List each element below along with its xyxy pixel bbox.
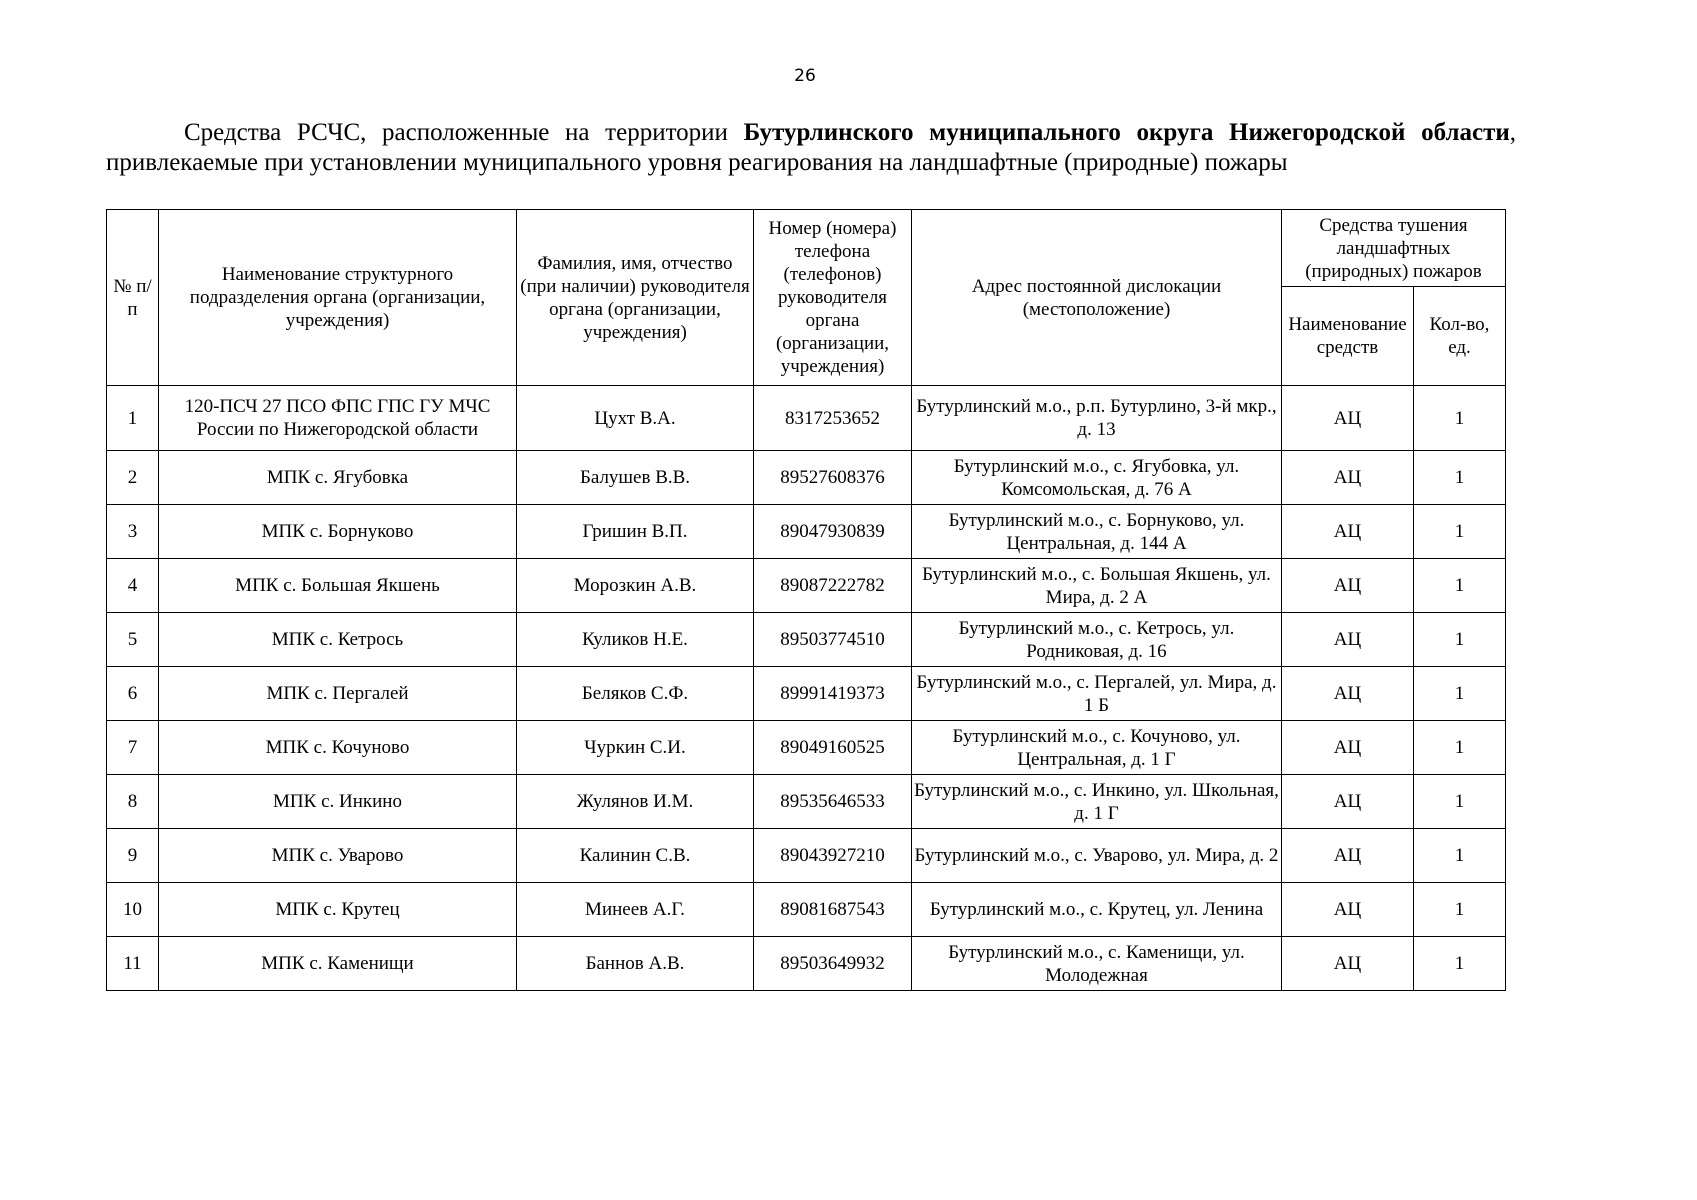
- cell-qty: 1: [1414, 721, 1506, 775]
- cell-head: Цухт В.А.: [517, 386, 754, 451]
- cell-qty: 1: [1414, 937, 1506, 991]
- cell-phone: 89081687543: [754, 883, 912, 937]
- cell-num: 7: [107, 721, 159, 775]
- table-body: [107, 386, 1506, 991]
- cell-unit: МПК с. Каменищи: [159, 937, 517, 991]
- table-row: [107, 613, 1506, 667]
- cell-num: 9: [107, 829, 159, 883]
- cell-means: АЦ: [1282, 775, 1414, 829]
- cell-unit: МПК с. Инкино: [159, 775, 517, 829]
- table-row: [107, 667, 1506, 721]
- heading-bold-part: Бутурлинского муниципального округа Нижегородской области: [743, 119, 1510, 146]
- cell-num: 3: [107, 505, 159, 559]
- cell-address: Бутурлинский м.о., с. Уварово, ул. Мира, д. 2: [912, 829, 1282, 883]
- header-address: Адрес постоянной дислокации (местоположение): [912, 210, 1282, 386]
- cell-qty: 1: [1414, 505, 1506, 559]
- cell-phone: 8317253652: [754, 386, 912, 451]
- cell-means: АЦ: [1282, 721, 1414, 775]
- cell-unit: МПК с. Крутец: [159, 883, 517, 937]
- header-means-name: Наименование средств: [1282, 287, 1414, 386]
- cell-means: АЦ: [1282, 613, 1414, 667]
- table-row: [107, 505, 1506, 559]
- cell-means: АЦ: [1282, 937, 1414, 991]
- cell-means: АЦ: [1282, 451, 1414, 505]
- document-heading: [106, 118, 1516, 178]
- cell-phone: 89503649932: [754, 937, 912, 991]
- cell-address: Бутурлинский м.о., с. Ягубовка, ул. Комсомольская, д. 76 А: [912, 451, 1282, 505]
- cell-unit: МПК с. Большая Якшень: [159, 559, 517, 613]
- cell-num: 11: [107, 937, 159, 991]
- table-row: [107, 829, 1506, 883]
- cell-address: Бутурлинский м.о., с. Каменищи, ул. Молодежная: [912, 937, 1282, 991]
- cell-phone: 89049160525: [754, 721, 912, 775]
- header-means-qty: Кол-во, ед.: [1414, 287, 1506, 386]
- cell-qty: 1: [1414, 829, 1506, 883]
- cell-means: АЦ: [1282, 505, 1414, 559]
- cell-qty: 1: [1414, 667, 1506, 721]
- cell-qty: 1: [1414, 559, 1506, 613]
- cell-num: 8: [107, 775, 159, 829]
- cell-phone: 89527608376: [754, 451, 912, 505]
- table-row: [107, 775, 1506, 829]
- cell-head: Морозкин А.В.: [517, 559, 754, 613]
- cell-qty: 1: [1414, 451, 1506, 505]
- cell-unit: МПК с. Кетрось: [159, 613, 517, 667]
- header-phone: Номер (номера) телефона (телефонов) руководителя органа (организации, учреждения): [754, 210, 912, 386]
- cell-unit: МПК с. Кочуново: [159, 721, 517, 775]
- cell-qty: 1: [1414, 613, 1506, 667]
- cell-qty: 1: [1414, 775, 1506, 829]
- cell-address: Бутурлинский м.о., р.п. Бутурлино, 3-й мкр., д. 13: [912, 386, 1282, 451]
- cell-unit: 120-ПСЧ 27 ПСО ФПС ГПС ГУ МЧС России по Нижегородской области: [159, 386, 517, 451]
- cell-qty: 1: [1414, 883, 1506, 937]
- cell-head: Минеев А.Г.: [517, 883, 754, 937]
- table-row: [107, 937, 1506, 991]
- table-row: [107, 883, 1506, 937]
- cell-unit: МПК с. Борнуково: [159, 505, 517, 559]
- cell-head: Калинин С.В.: [517, 829, 754, 883]
- cell-unit: МПК с. Пергалей: [159, 667, 517, 721]
- table-row: [107, 386, 1506, 451]
- table-row: [107, 451, 1506, 505]
- cell-means: АЦ: [1282, 829, 1414, 883]
- cell-head: Баннов А.В.: [517, 937, 754, 991]
- cell-means: АЦ: [1282, 386, 1414, 451]
- cell-unit: МПК с. Ягубовка: [159, 451, 517, 505]
- cell-phone: 89047930839: [754, 505, 912, 559]
- cell-address: Бутурлинский м.о., с. Кетрось, ул. Родниковая, д. 16: [912, 613, 1282, 667]
- cell-head: Беляков С.Ф.: [517, 667, 754, 721]
- page-number: 26: [794, 66, 816, 86]
- cell-phone: 89087222782: [754, 559, 912, 613]
- cell-address: Бутурлинский м.о., с. Большая Якшень, ул. Мира, д. 2 А: [912, 559, 1282, 613]
- cell-address: Бутурлинский м.о., с. Борнуково, ул. Центральная, д. 144 А: [912, 505, 1282, 559]
- cell-num: 5: [107, 613, 159, 667]
- cell-num: 10: [107, 883, 159, 937]
- cell-phone: 89503774510: [754, 613, 912, 667]
- cell-unit: МПК с. Уварово: [159, 829, 517, 883]
- heading-part-2: , привлекаемые при установлении муниципального уровня реагирования на ландшафтные (природные) пожары: [106, 119, 1516, 176]
- cell-phone: 89991419373: [754, 667, 912, 721]
- rschs-forces-table: [106, 209, 1506, 991]
- cell-address: Бутурлинский м.о., с. Инкино, ул. Школьная, д. 1 Г: [912, 775, 1282, 829]
- table-row: [107, 721, 1506, 775]
- table-row: [107, 559, 1506, 613]
- cell-num: 1: [107, 386, 159, 451]
- cell-means: АЦ: [1282, 883, 1414, 937]
- cell-address: Бутурлинский м.о., с. Кочуново, ул. Центральная, д. 1 Г: [912, 721, 1282, 775]
- header-means-group: Средства тушения ландшафтных (природных) пожаров: [1282, 210, 1506, 287]
- cell-means: АЦ: [1282, 559, 1414, 613]
- cell-address: Бутурлинский м.о., с. Пергалей, ул. Мира, д. 1 Б: [912, 667, 1282, 721]
- cell-head: Гришин В.П.: [517, 505, 754, 559]
- header-head-name: Фамилия, имя, отчество (при наличии) руководителя органа (организации, учреждения): [517, 210, 754, 386]
- cell-head: Балушев В.В.: [517, 451, 754, 505]
- cell-num: 2: [107, 451, 159, 505]
- cell-head: Куликов Н.Е.: [517, 613, 754, 667]
- cell-means: АЦ: [1282, 667, 1414, 721]
- header-num: № п/п: [107, 210, 159, 386]
- table-header-row: [107, 210, 1506, 287]
- cell-head: Жулянов И.М.: [517, 775, 754, 829]
- cell-num: 4: [107, 559, 159, 613]
- cell-phone: 89535646533: [754, 775, 912, 829]
- header-unit: Наименование структурного подразделения органа (организации, учреждения): [159, 210, 517, 386]
- cell-address: Бутурлинский м.о., с. Крутец, ул. Ленина: [912, 883, 1282, 937]
- cell-qty: 1: [1414, 386, 1506, 451]
- cell-num: 6: [107, 667, 159, 721]
- heading-part-1: Средства РСЧС, расположенные на территории: [184, 119, 744, 146]
- cell-phone: 89043927210: [754, 829, 912, 883]
- cell-head: Чуркин С.И.: [517, 721, 754, 775]
